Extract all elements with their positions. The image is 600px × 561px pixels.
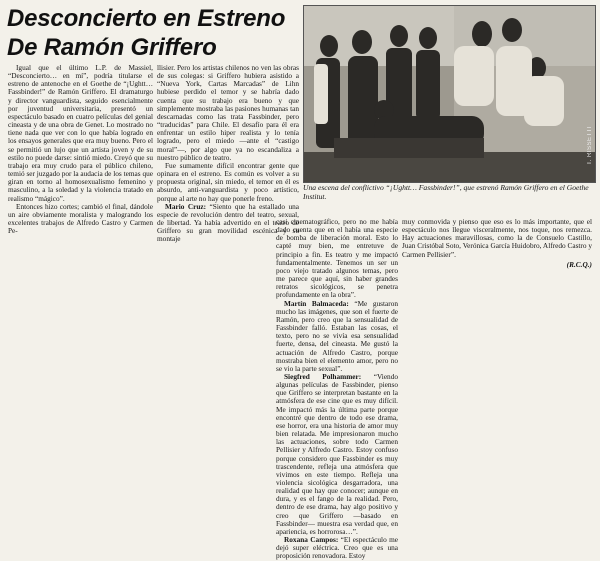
photo-caption: Una escena del conflictivo “¡Ughtt… Fassbinder!”, que estrenó Ramón Griffero en el Goethe Institut. — [303, 183, 589, 201]
quote-text: “Viendo algunas películas de Fassbinder, pienso que Griffero se interpretan bastante en la atmósfera de ese cine que es muy difícil. Me impactó más la última parte porque encontré que dentro de todo ese drama, ese horror, era una historia de amor muy bien relatada. Me impresionaron mucho las actuaciones, sobre todo Carmen Pellisier y Alfredo Castro. Estoy confuso porque considero que Fassbinder es muy trascendente, refleja una atmósfera que vivimos en este tiempo. Refleja una violencia sicológica desgarradora, una realidad que hay que conocer; aunque en dura, y es el fango de la realidad. Pero, dentro de ese drama, hay algo positivo y creo que Griffero —basado en Fassbinder— muestra esa verdad que, en apariencia, es horrorosa…”. — [276, 371, 398, 536]
paragraph: muy conmovida y pienso que eso es lo más importante, que el espectáculo nos llegue visceralmente, nos toque, nos remezca. Hay actuaciones maravillosas, como la de Consuelo Castillo, Juan Cristóbal Soto, Verónica García Huidobro, Alfredo Castro y Carmen Pellisier”. — [402, 217, 592, 259]
scene-photo — [303, 5, 596, 183]
paragraph: Fue sumamente difícil encontrar gente que opinara en el estreno. Es común es volver a su propuesta original, sin miedo, el temor en él es absurdo, anti-vanguardista y poco artístico, porque al arte no hay que ponerle freno. — [157, 160, 299, 203]
author-signature: (R.C.Q.) — [566, 259, 592, 269]
headline — [7, 4, 297, 62]
article-column-1 — [8, 64, 153, 264]
paragraph: Igual que el último L.P. de Massiel, “Desconcierto… en mí”, podría titularse el estreno de antenoche en el Goethe de “¡Ughtt… Fassbinder!” de Ramón Griffero. El dramaturgo y director vanguardista, seguido esencialmente por juventud universitaria, presentó un espectáculo basado en cuatro películas del genial cineasta y de una obra de Genet. Lo mostrado no tiene nada que ver con lo que había logrado en los ensayos generales que era muy bueno. Pero el se permitió un lujo que un artista joven y de su estilo no puede darse: sintió miedo. Creyó que su trabajo era muy crudo para el público chileno, temió ser juzgado por la audacia de los temas que giran en torno al homosexualismo femenino y masculino, a la soledad y la violencia tratado en realismo “mágico”. — [8, 63, 153, 203]
speaker-name: Siegfred Polhammer: — [284, 371, 362, 381]
article-column-3 — [276, 217, 398, 561]
quote-text: “El espectáculo me dejó super eléctrica. Creo que es una proposición renovadora. Estoy — [276, 535, 398, 561]
speaker-name: Mario Cruz: — [165, 201, 207, 211]
opinion-roxana-campos — [276, 536, 398, 560]
headline-line-1: Desconcierto en Estreno — [7, 5, 286, 32]
speaker-name: Roxana Campos: — [284, 535, 339, 545]
paragraph: Entonces hizo cortes; cambió el final, dándole un aire obviamente moralista y malogrando los excelentes trabajos de Alfredo Castro y Carmen Pe- — [8, 201, 153, 236]
article-column-4 — [402, 218, 592, 298]
paragraph: llisier. Pero los artistas chilenos no ven las obras de sus colegas: si Griffero hubiera asistido a “Nueva York, Cartas Marcadas” de Lihn hubiese perdido el temor y se habría dado cuenta que su trabajo era bueno y que simplemente mostraba las pasiones humanas tan descarnadas como las trata Fassbinder, pero “traducidas” para Chile. El desafío para él era enfrentar un estilo hiper realista y lo tenía logrado, pero el miedo —ante el “castigo moral”—, por algo que ya no escandaliza a nuestro público de teatro. — [157, 63, 299, 162]
opinion-martin-balmaceda — [276, 300, 398, 373]
speaker-name: Martín Balmaceda: — [284, 298, 349, 308]
quote-text: “Siento que ha estallado una especie de revolución dentro del teatro, sexual, de libertad. Ya había advertido en el teatro de Griffero su gran movilidad escénica y su montaje — [157, 201, 299, 244]
headline-line-2: De Ramón Griffero — [7, 34, 217, 61]
photo-illustration — [304, 6, 595, 182]
paragraph: casi cinematográfico, pero no me había dado cuenta que en el había una especie de bomba de liberación moral. Esto lo capté muy bien, me entretuve de principio a fin. Es teatro y me impactó fundamentalmente. Tenemos un ser un poco viejo tratado algunos temas, pero me parece que aquí, sin haber grandes retratos sicológicos, se penetra profundamente en la obra”. — [276, 217, 398, 300]
opinion-siegfred-polhammer — [276, 373, 398, 536]
photo-credit: T. RISSETTI — [587, 126, 593, 165]
quote-text: “Me gustaron mucho las imágenes, que son el fuerte de Ramón, pero creo que la sensualidad de Fassbinder falló. Estaban las cosas, el texto, pero no se vivía esa sensualidad fuerte, densa, del cineasta. Me gustó la actuación de Alfredo Castro, porque mostraba bien el elemento amor, pero no se vio la parte sexual”. — [276, 298, 398, 373]
